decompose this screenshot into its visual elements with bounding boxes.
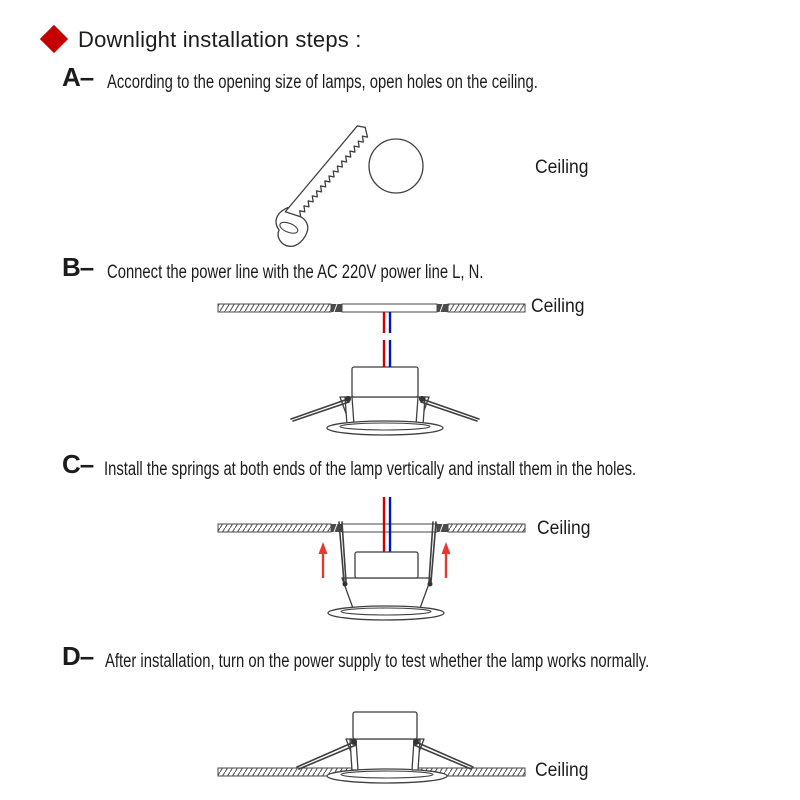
ceiling-bar bbox=[218, 304, 525, 312]
ceiling-bar bbox=[218, 524, 525, 532]
step-d-label: D– bbox=[62, 641, 94, 671]
step-a-text: According to the opening size of lamps, open holes on the ceiling. bbox=[107, 72, 538, 93]
up-arrow-right bbox=[442, 542, 451, 578]
ceiling-label-d: Ceiling bbox=[535, 760, 589, 781]
step-a-illustration bbox=[256, 110, 456, 246]
step-d-text-wrap bbox=[105, 650, 800, 673]
step-d-illustration bbox=[215, 700, 535, 798]
ceiling-label-b-wrap bbox=[531, 296, 589, 318]
step-b-text-wrap bbox=[107, 261, 590, 284]
saw-icon bbox=[266, 121, 384, 252]
step-b-illustration bbox=[215, 295, 535, 447]
driver-box bbox=[353, 712, 417, 739]
step-a-text-wrap bbox=[107, 71, 659, 94]
driver-box bbox=[352, 367, 418, 397]
step-b-text: Connect the power line with the AC 220V power line L, N. bbox=[107, 262, 484, 283]
ceiling-label-a: Ceiling bbox=[535, 157, 589, 178]
step-c-label: C– bbox=[62, 449, 94, 479]
page-title: Downlight installation steps : bbox=[78, 27, 362, 52]
step-c-text: Install the springs at both ends of the lamp vertically and install them in the holes. bbox=[104, 459, 637, 480]
ceiling-label-b: Ceiling bbox=[531, 296, 585, 317]
step-b-label: B– bbox=[62, 252, 94, 282]
step-c-illustration bbox=[215, 488, 535, 630]
red-diamond-icon bbox=[40, 25, 68, 53]
step-d-text: After installation, turn on the power supply to test whether the lamp works normally. bbox=[105, 651, 650, 672]
hole-circle bbox=[369, 139, 423, 193]
ceiling-label-c-wrap bbox=[537, 518, 595, 540]
step-c-text-wrap bbox=[104, 458, 786, 481]
up-arrow-left bbox=[319, 542, 328, 578]
driver-box bbox=[355, 552, 418, 578]
ceiling-label-a-wrap bbox=[535, 157, 593, 179]
ceiling-label-c: Ceiling bbox=[537, 518, 591, 539]
step-a-label: A– bbox=[62, 62, 94, 92]
ceiling-label-d-wrap bbox=[535, 760, 593, 782]
downlight bbox=[291, 367, 479, 435]
power-wires bbox=[384, 312, 390, 367]
